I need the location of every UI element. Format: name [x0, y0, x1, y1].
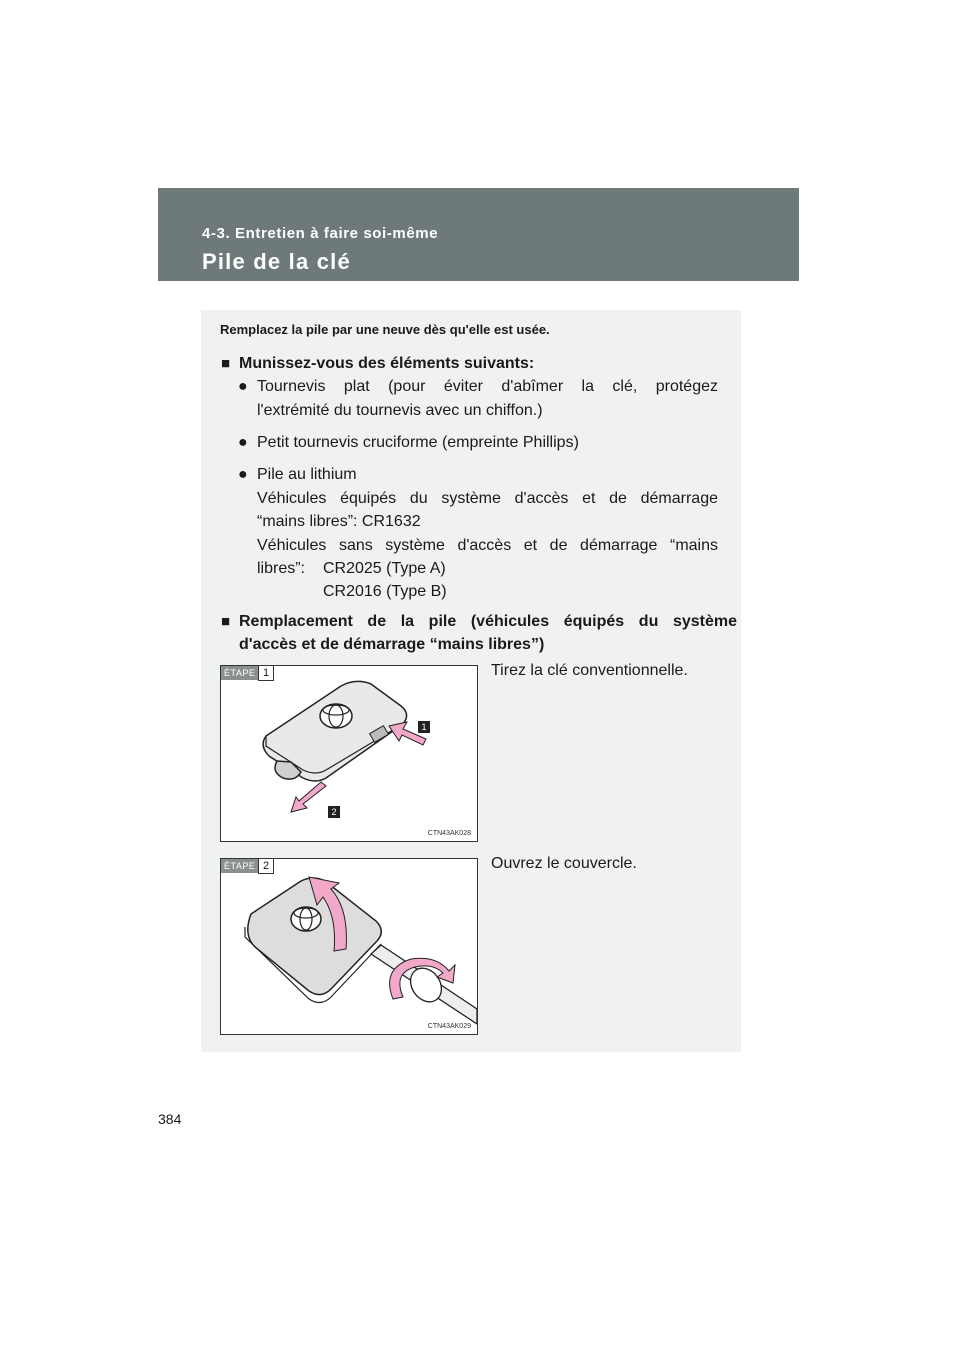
list-item-text: Tournevis plat (pour éviter d'abîmer la clé, protégez: [257, 378, 718, 395]
section-header: [158, 188, 799, 281]
round-bullet-icon: ●: [238, 466, 248, 483]
step-number: 1: [258, 666, 274, 681]
callout-1: 1: [418, 721, 430, 733]
round-bullet-icon: ●: [238, 378, 248, 395]
list-item-text: l'extrémité du tournevis avec un chiffon.): [257, 402, 543, 419]
battery-type-b: CR2016 (Type B): [323, 583, 447, 600]
replace-heading-text: d'accès et de démarrage “mains libres”): [239, 636, 545, 653]
list-item-text: Petit tournevis cruciforme (empreinte Phillips): [257, 434, 579, 451]
square-bullet-icon: ■: [221, 355, 231, 372]
round-bullet-icon: ●: [238, 434, 248, 451]
cover-opening-illustration: [221, 859, 477, 1034]
smart-key-illustration: [221, 666, 477, 841]
step-1-figure: [220, 665, 478, 842]
step-number: 2: [258, 859, 274, 874]
callout-2: 2: [328, 806, 340, 818]
replace-heading-text: Remplacement de la pile (véhicules équipés du système: [239, 613, 737, 630]
step-2-figure: [220, 858, 478, 1035]
square-bullet-icon: ■: [221, 613, 231, 630]
section-label: 4-3. Entretien à faire soi-même: [202, 225, 439, 242]
list-item-text: Véhicules sans système d'accès et de démarrage “mains: [257, 537, 718, 554]
content-panel: [201, 310, 741, 1052]
step-label: ÉTAPE: [221, 859, 258, 873]
page-number: 384: [158, 1111, 182, 1127]
list-item-text: libres”:: [257, 560, 306, 577]
battery-type-a: CR2025 (Type A): [323, 560, 446, 577]
list-item-text: Pile au lithium: [257, 466, 357, 483]
items-heading-text: Munissez-vous des éléments suivants:: [239, 355, 535, 372]
list-item-text: Véhicules équipés du système d'accès et de démarrage: [257, 490, 718, 507]
step-label: ÉTAPE: [221, 666, 258, 680]
figure-code: CTN43AK028: [427, 830, 471, 837]
step-1-text: Tirez la clé conventionnelle.: [491, 662, 688, 679]
page-title: Pile de la clé: [202, 249, 351, 274]
intro-text: Remplacez la pile par une neuve dès qu'elle est usée.: [220, 322, 550, 337]
figure-code: CTN43AK029: [427, 1023, 471, 1030]
step-2-text: Ouvrez le couvercle.: [491, 855, 637, 872]
list-item-text: “mains libres”: CR1632: [257, 513, 421, 530]
